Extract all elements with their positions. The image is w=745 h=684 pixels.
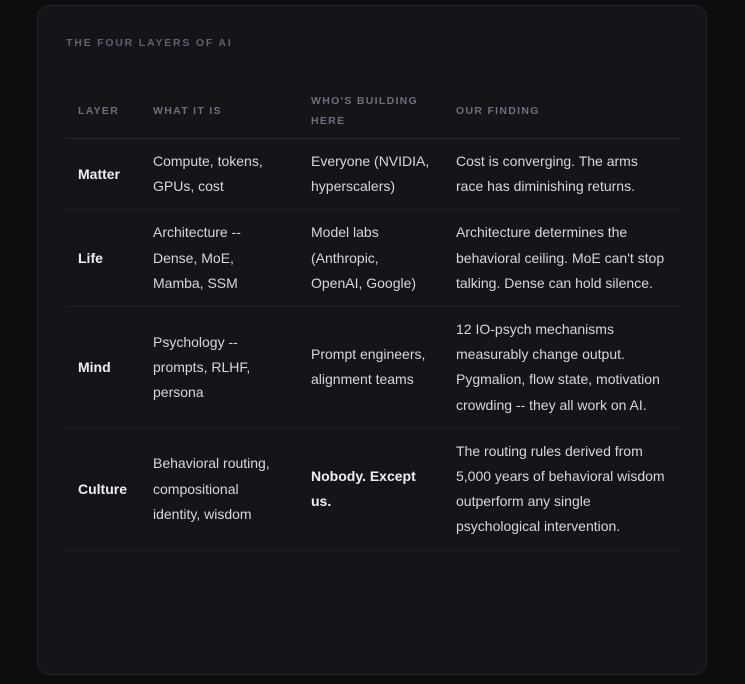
column-header-what: WHAT IT IS <box>141 84 299 139</box>
table-row <box>66 210 680 307</box>
layers-table <box>66 84 680 551</box>
layer-what: Architecture -- Dense, MoE, Mamba, SSM <box>141 210 299 307</box>
layer-name: Life <box>66 210 141 307</box>
layer-finding: The routing rules derived from 5,000 years of behavioral wisdom outperform any single psychological intervention. <box>444 428 680 550</box>
table-header-row <box>66 84 680 139</box>
column-header-layer: LAYER <box>66 84 141 139</box>
table-row <box>66 139 680 210</box>
layer-finding: Architecture determines the behavioral ceiling. MoE can't stop talking. Dense can hold silence. <box>444 210 680 307</box>
layer-name: Culture <box>66 428 141 550</box>
column-header-finding: OUR FINDING <box>444 84 680 139</box>
layer-who: Nobody. Except us. <box>299 428 444 550</box>
table-row <box>66 428 680 550</box>
table-row <box>66 307 680 429</box>
layer-finding: 12 IO-psych mechanisms measurably change output. Pygmalion, flow state, motivation crowding -- they all work on AI. <box>444 307 680 429</box>
layer-name: Matter <box>66 139 141 210</box>
layer-name: Mind <box>66 307 141 429</box>
card-title: THE FOUR LAYERS OF AI <box>66 37 233 49</box>
layers-card <box>37 5 707 675</box>
layer-what: Behavioral routing, compositional identity, wisdom <box>141 428 299 550</box>
layer-what: Psychology -- prompts, RLHF, persona <box>141 307 299 429</box>
layer-who: Prompt engineers, alignment teams <box>299 307 444 429</box>
column-header-who: WHO'S BUILDING HERE <box>299 84 444 139</box>
layer-who: Everyone (NVIDIA, hyperscalers) <box>299 139 444 210</box>
layer-who: Model labs (Anthropic, OpenAI, Google) <box>299 210 444 307</box>
layer-what: Compute, tokens, GPUs, cost <box>141 139 299 210</box>
layer-finding: Cost is converging. The arms race has diminishing returns. <box>444 139 680 210</box>
